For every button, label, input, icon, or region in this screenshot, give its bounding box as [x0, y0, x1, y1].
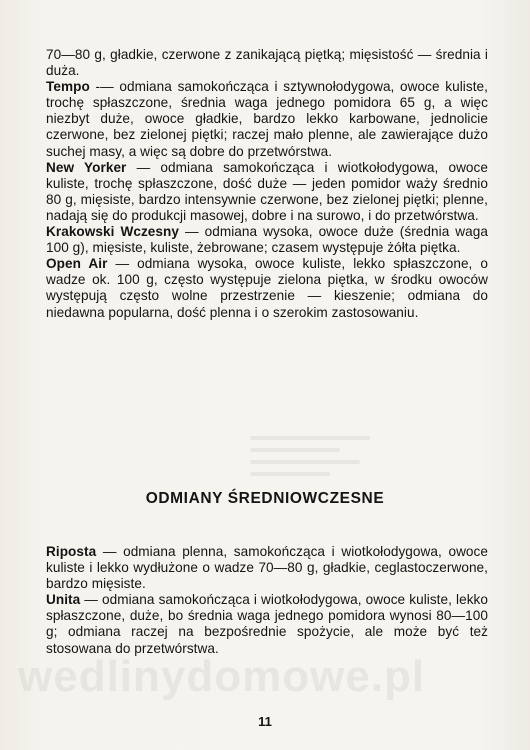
- text-block-top: [46, 47, 488, 321]
- variety-name: Tempo: [46, 79, 90, 95]
- variety-entry-new-yorker: [46, 160, 488, 224]
- variety-entry-open-air: [46, 256, 488, 320]
- section-heading: ODMIANY ŚREDNIOWCZESNE: [145, 490, 385, 507]
- variety-entry-tempo: [46, 79, 488, 159]
- variety-entry-krakowski-wczesny: [46, 224, 488, 256]
- variety-description: — odmiana wysoka, owoce duże (średnia waga 100 g), mięsiste, kuliste, żebrowane; czasem występuje żółta piętka.: [46, 224, 488, 256]
- variety-description: — odmiana wysoka, owoce kuliste, lekko spłaszczone, o wadze ok. 100 g, często występuje zielona piętka, w środku owoców występują często wolne przestrzenie — kieszenie; odmiana do niedawna popularna, dość plenna i o szerokim zastosowaniu.: [46, 256, 488, 320]
- variety-description: -— odmiana samokończąca i sztywnołodygowa, owoce kuliste, trochę spłaszczone, średnia waga jednego pomidora 65 g, a więc niezbyt duże, owoce gładkie, bardzo lekko karbowane, jednolicie czerwone, bez zielonej piętki; raczej mało plenne, ale zawierające dużo suchej masy, a więc są dobre do przetwórstwa.: [46, 79, 488, 159]
- variety-name: New Yorker: [46, 159, 127, 175]
- intro-paragraph: 70—80 g, gładkie, czerwone z zanikającą piętką; mięsistość — średnia i duża.: [46, 47, 488, 79]
- variety-name: Krakowski Wczesny: [46, 224, 179, 240]
- variety-name: Riposta: [46, 544, 97, 559]
- bleed-through-text: [250, 436, 450, 496]
- watermark: wedlinydomowe.pl: [18, 652, 426, 701]
- variety-entry-riposta: [46, 544, 488, 592]
- variety-entry-unita: [46, 592, 488, 656]
- variety-description: — odmiana samokończąca i wiotkołodygowa, owoce kuliste, lekko spłaszczone, duże, bo średnia waga jednego pomidora wynosi 80—100 g; odmiana raczej na bezpośrednie spożycie, ale może być też stosowana do przetwórstwa.: [46, 592, 488, 656]
- page-number: 11: [258, 714, 272, 729]
- variety-description: — odmiana plenna, samokończąca i wiotkołodygowa, owoce kuliste i lekko wydłużone o wadze 70—80 g, gładkie, ceglastoczerwone, bardzo mięsiste.: [46, 544, 488, 592]
- variety-name: Open Air: [46, 256, 108, 272]
- variety-description: — odmiana samokończąca i wiotkołodygowa, owoce kuliste, trochę spłaszczone, dość duże — jeden pomidor waży średnio 80 g, mięsiste, bardzo intensywnie czerwone, bez zielonej piętki; plenne, nadają się do produkcji masowej, dobre i na surowo, i do przetwórstwa.: [46, 159, 488, 223]
- variety-name: Unita: [46, 592, 81, 608]
- text-block-bottom: [46, 544, 488, 657]
